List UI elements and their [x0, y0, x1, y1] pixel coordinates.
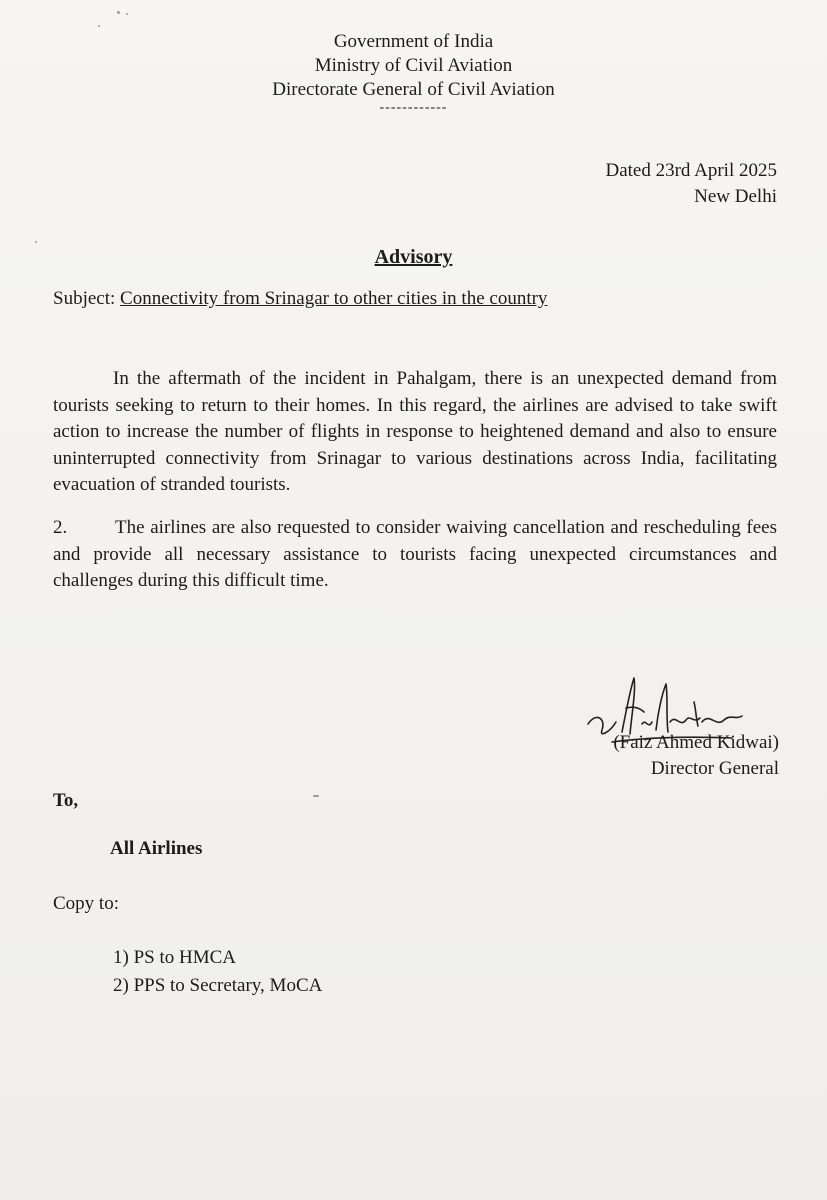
- letterhead-ministry: Ministry of Civil Aviation: [314, 55, 513, 76]
- signature-block: [613, 730, 779, 782]
- paragraph-2: [53, 515, 777, 595]
- copy-to-list: [113, 944, 322, 1000]
- paper-speck: [313, 795, 319, 797]
- signatory-designation: Director General: [650, 758, 779, 779]
- letterhead-rule: ------------: [379, 100, 448, 115]
- paragraph-1: In the aftermath of the incident in Pahalgam, there is an unexpected demand from tourists seeking to return to their homes. In this regard, the airlines are advised to take swift action to increase the number of flights in response to heightened demand and also to ensure uninterrupted connectivity from Srinagar to various destinations across India, facilitating evacuation of stranded tourists.: [53, 368, 777, 495]
- subject-text: Connectivity from Srinagar to other cities in the country: [120, 288, 548, 309]
- copy-to-item: 2) PPS to Secretary, MoCA: [113, 975, 323, 996]
- paragraph-2-text: The airlines are also requested to consider waiving cancellation and rescheduling fees and provide all necessary assistance to tourists facing unexpected circumstances and challenges during this difficult time.: [53, 517, 777, 591]
- copy-to-item: 1) PS to HMCA: [113, 947, 236, 968]
- copy-to-label: Copy to:: [53, 893, 119, 914]
- paragraph-2-number: 2.: [53, 517, 68, 538]
- letterhead-government: Government of India: [333, 31, 494, 52]
- recipient: All Airlines: [110, 838, 203, 859]
- subject-line: [53, 288, 547, 310]
- signatory-name: (Faiz Ahmed Kidwai): [613, 732, 779, 753]
- paper-speck: [126, 13, 128, 15]
- document-date: Dated 23rd April 2025: [605, 160, 777, 181]
- letterhead: [0, 30, 827, 114]
- paper-speck: [98, 25, 100, 27]
- paper-speck: [35, 241, 37, 243]
- document-place: New Delhi: [694, 186, 777, 207]
- paper-speck: [117, 11, 120, 14]
- date-block: [605, 158, 777, 210]
- document-title: Advisory: [374, 246, 453, 268]
- to-label: To,: [53, 790, 79, 811]
- letterhead-directorate: Directorate General of Civil Aviation: [272, 79, 555, 100]
- subject-label: Subject:: [53, 288, 116, 309]
